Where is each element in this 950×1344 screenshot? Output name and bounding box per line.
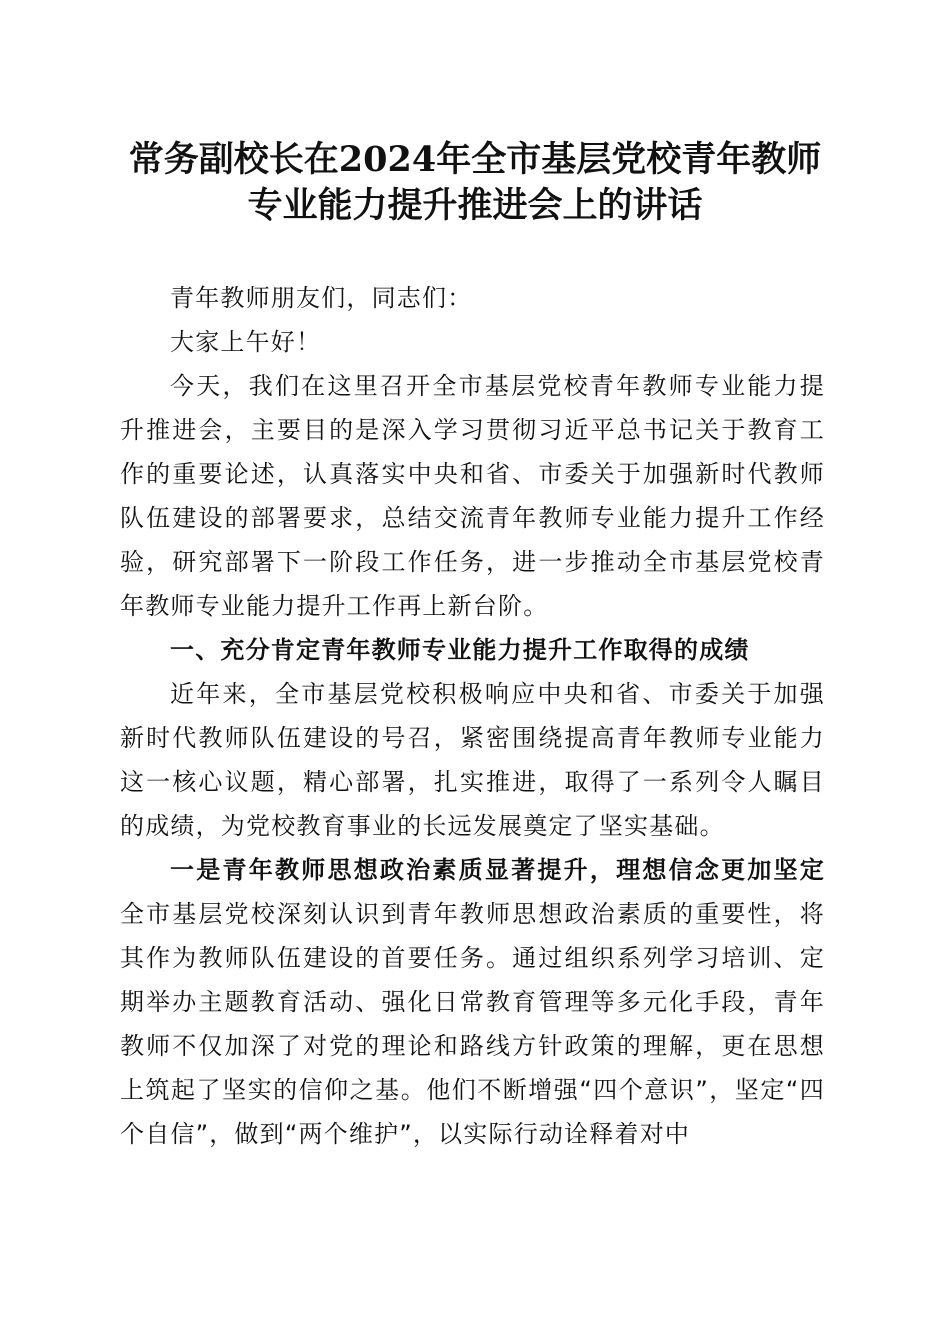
section-1-paragraph-1: 近年来，全市基层党校积极响应中央和省、市委关于加强新时代教师队伍建设的号召，紧密围绕提高青年教师专业能力这一核心议题，精心部署，扎实推进，取得了一系列令人瞩目的成绩，为党校教育事业的长远发展奠定了坚实基础。 <box>120 680 825 840</box>
section-1-paragraph-2 <box>120 848 825 1156</box>
document-title-line-2: 专业能力提升推进会上的讲话 <box>247 185 703 226</box>
salutation: 青年教师朋友们，同志们： <box>170 284 473 312</box>
section-1-paragraph-2-lead: 一是青年教师思想政治素质显著提升，理想信念更加坚定 <box>170 856 825 884</box>
intro-paragraph: 今天，我们在这里召开全市基层党校青年教师专业能力提升推进会，主要目的是深入学习贯彻习近平总书记关于教育工作的重要论述，认真落实中央和省、市委关于加强新时代教师队伍建设的部署要求，总结交流青年教师专业能力提升工作经验，研究部署下一阶段工作任务，进一步推动全市基层党校青年教师专业能力提升工作再上新台阶。 <box>120 372 825 620</box>
document-title-line-1: 常务副校长在2024年全市基层党校青年教师 <box>128 139 822 180</box>
section-1-paragraph-2-body: 全市基层党校深刻认识到青年教师思想政治素质的重要性，将其作为教师队伍建设的首要任务。通过组织系列学习培训、定期举办主题教育活动、强化日常教育管理等多元化手段，青年教师不仅加深了对党的理论和路线方针政策的理解，更在思想上筑起了坚实的信仰之基。他们不断增强“四个意识”，坚定“四个自信”，做到“两个维护”，以实际行动诠释着对中 <box>120 900 825 1148</box>
document-body <box>120 276 825 1156</box>
greeting: 大家上午好！ <box>170 328 322 356</box>
section-1-heading: 一、充分肯定青年教师专业能力提升工作取得的成绩 <box>170 636 750 664</box>
